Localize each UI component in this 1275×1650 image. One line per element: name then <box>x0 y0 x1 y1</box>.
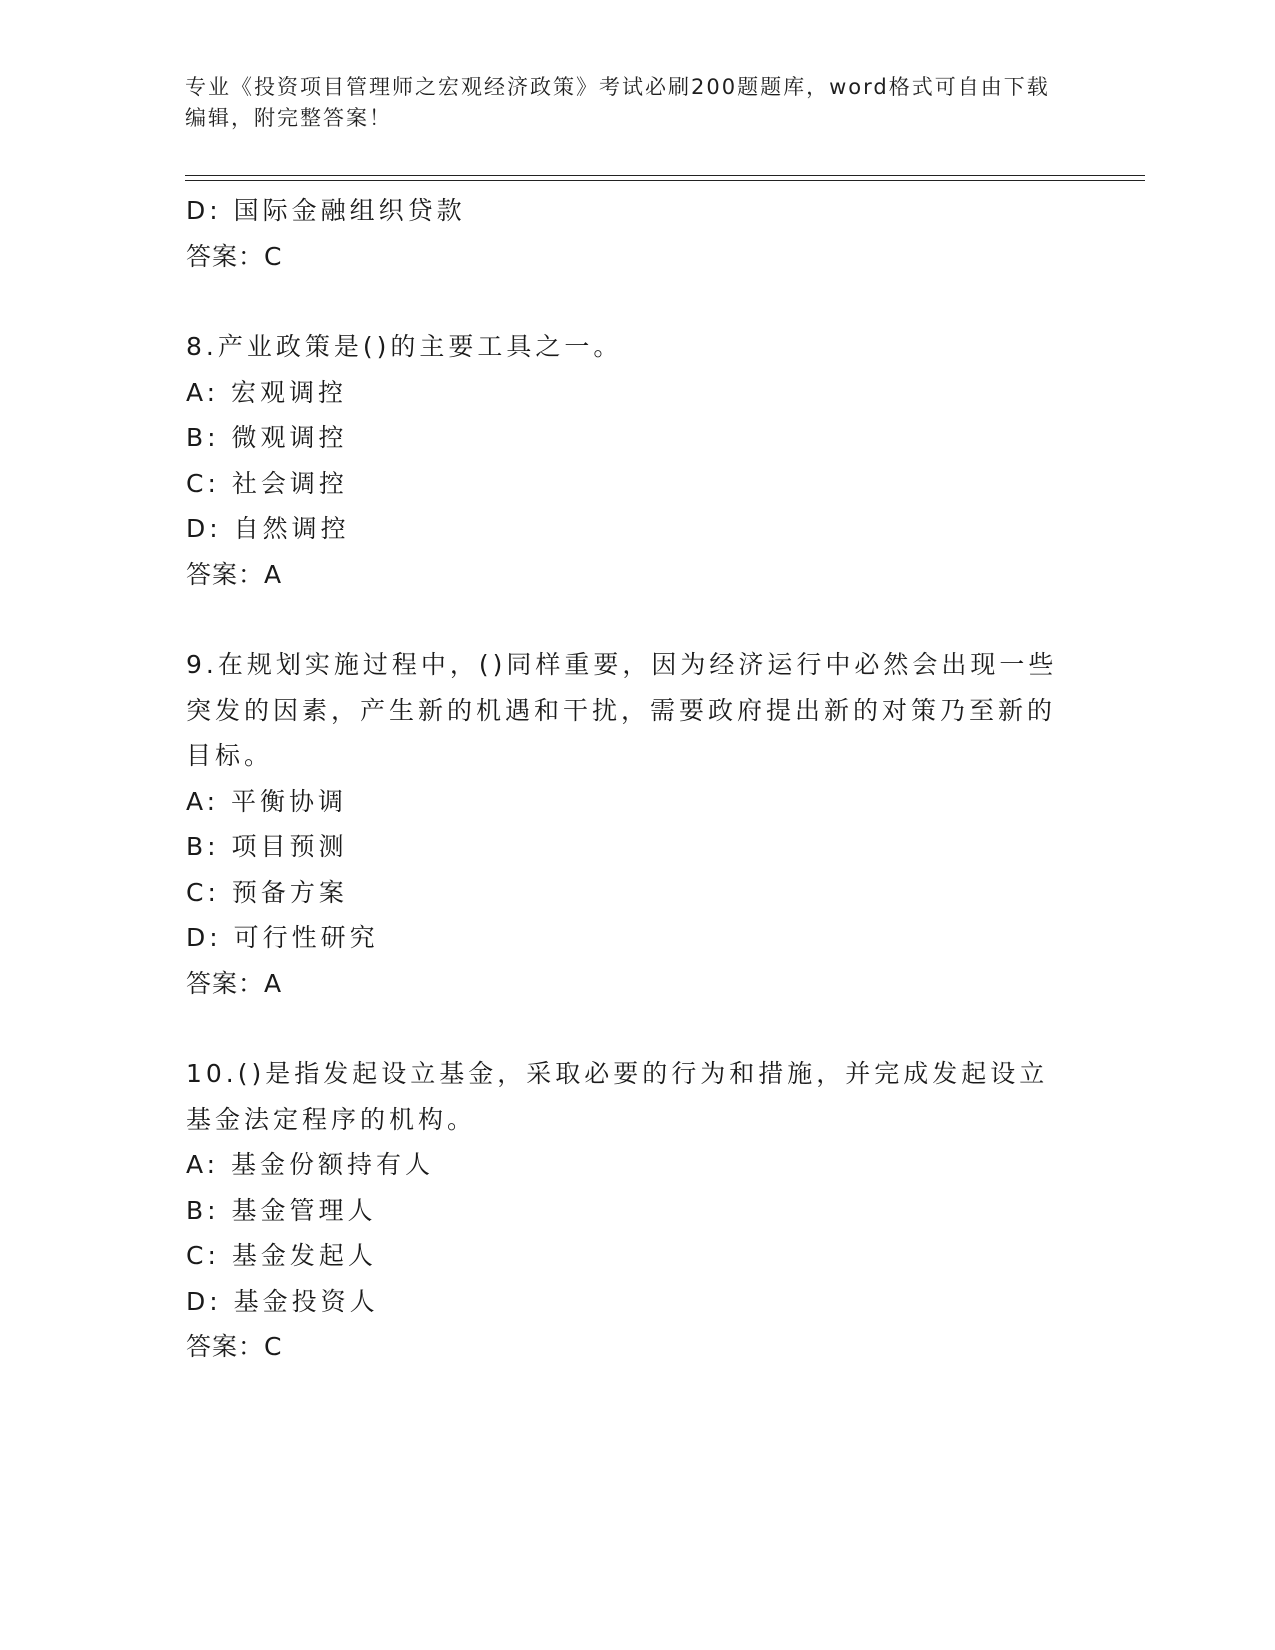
option-d: D: 基金投资人 <box>186 1286 379 1316</box>
question-stem: 10.()是指发起设立基金，采取必要的行为和措施，并完成发起设立基金法定程序的机构。 <box>186 1059 1049 1134</box>
option-a: A: 基金份额持有人 <box>186 1150 435 1179</box>
header-divider-thin <box>185 180 1145 181</box>
question-10 <box>186 1051 1086 1370</box>
spacer <box>186 279 1086 324</box>
option-c: C: 社会调控 <box>186 468 348 498</box>
spacer <box>186 1006 1086 1051</box>
option-a: A: 平衡协调 <box>186 786 348 816</box>
page-header: 专业《投资项目管理师之宏观经济政策》考试必刷200题题库，word格式可自由下载编辑，附完整答案！ <box>185 75 1050 130</box>
option-a: A: 宏观调控 <box>186 377 348 407</box>
spacer <box>186 597 1086 642</box>
option-d: D: 自然调控 <box>186 514 350 543</box>
question-stem: 8.产业政策是()的主要工具之一。 <box>186 332 623 361</box>
prev-question-option-d: D: 国际金融组织贷款 <box>186 196 466 225</box>
question-answer: 答案：C <box>186 1332 283 1361</box>
question-stem: 9.在规划实施过程中，()同样重要，因为经济运行中必然会出现一些突发的因素，产生新的机遇和干扰，需要政府提出新的对策乃至新的目标。 <box>186 650 1058 770</box>
option-b: B: 微观调控 <box>186 423 348 452</box>
option-c: C: 基金发起人 <box>186 1241 377 1270</box>
option-b: B: 基金管理人 <box>186 1195 377 1225</box>
option-d: D: 可行性研究 <box>186 923 379 952</box>
option-b: B: 项目预测 <box>186 832 348 861</box>
option-c: C: 预备方案 <box>186 877 348 907</box>
question-8 <box>186 324 1086 597</box>
prev-question-answer: 答案：C <box>186 241 283 271</box>
question-answer: 答案：A <box>186 559 283 589</box>
question-9 <box>186 642 1086 1006</box>
header-divider-thick <box>185 175 1145 176</box>
question-answer: 答案：A <box>186 968 283 998</box>
question-content <box>186 188 1086 1370</box>
